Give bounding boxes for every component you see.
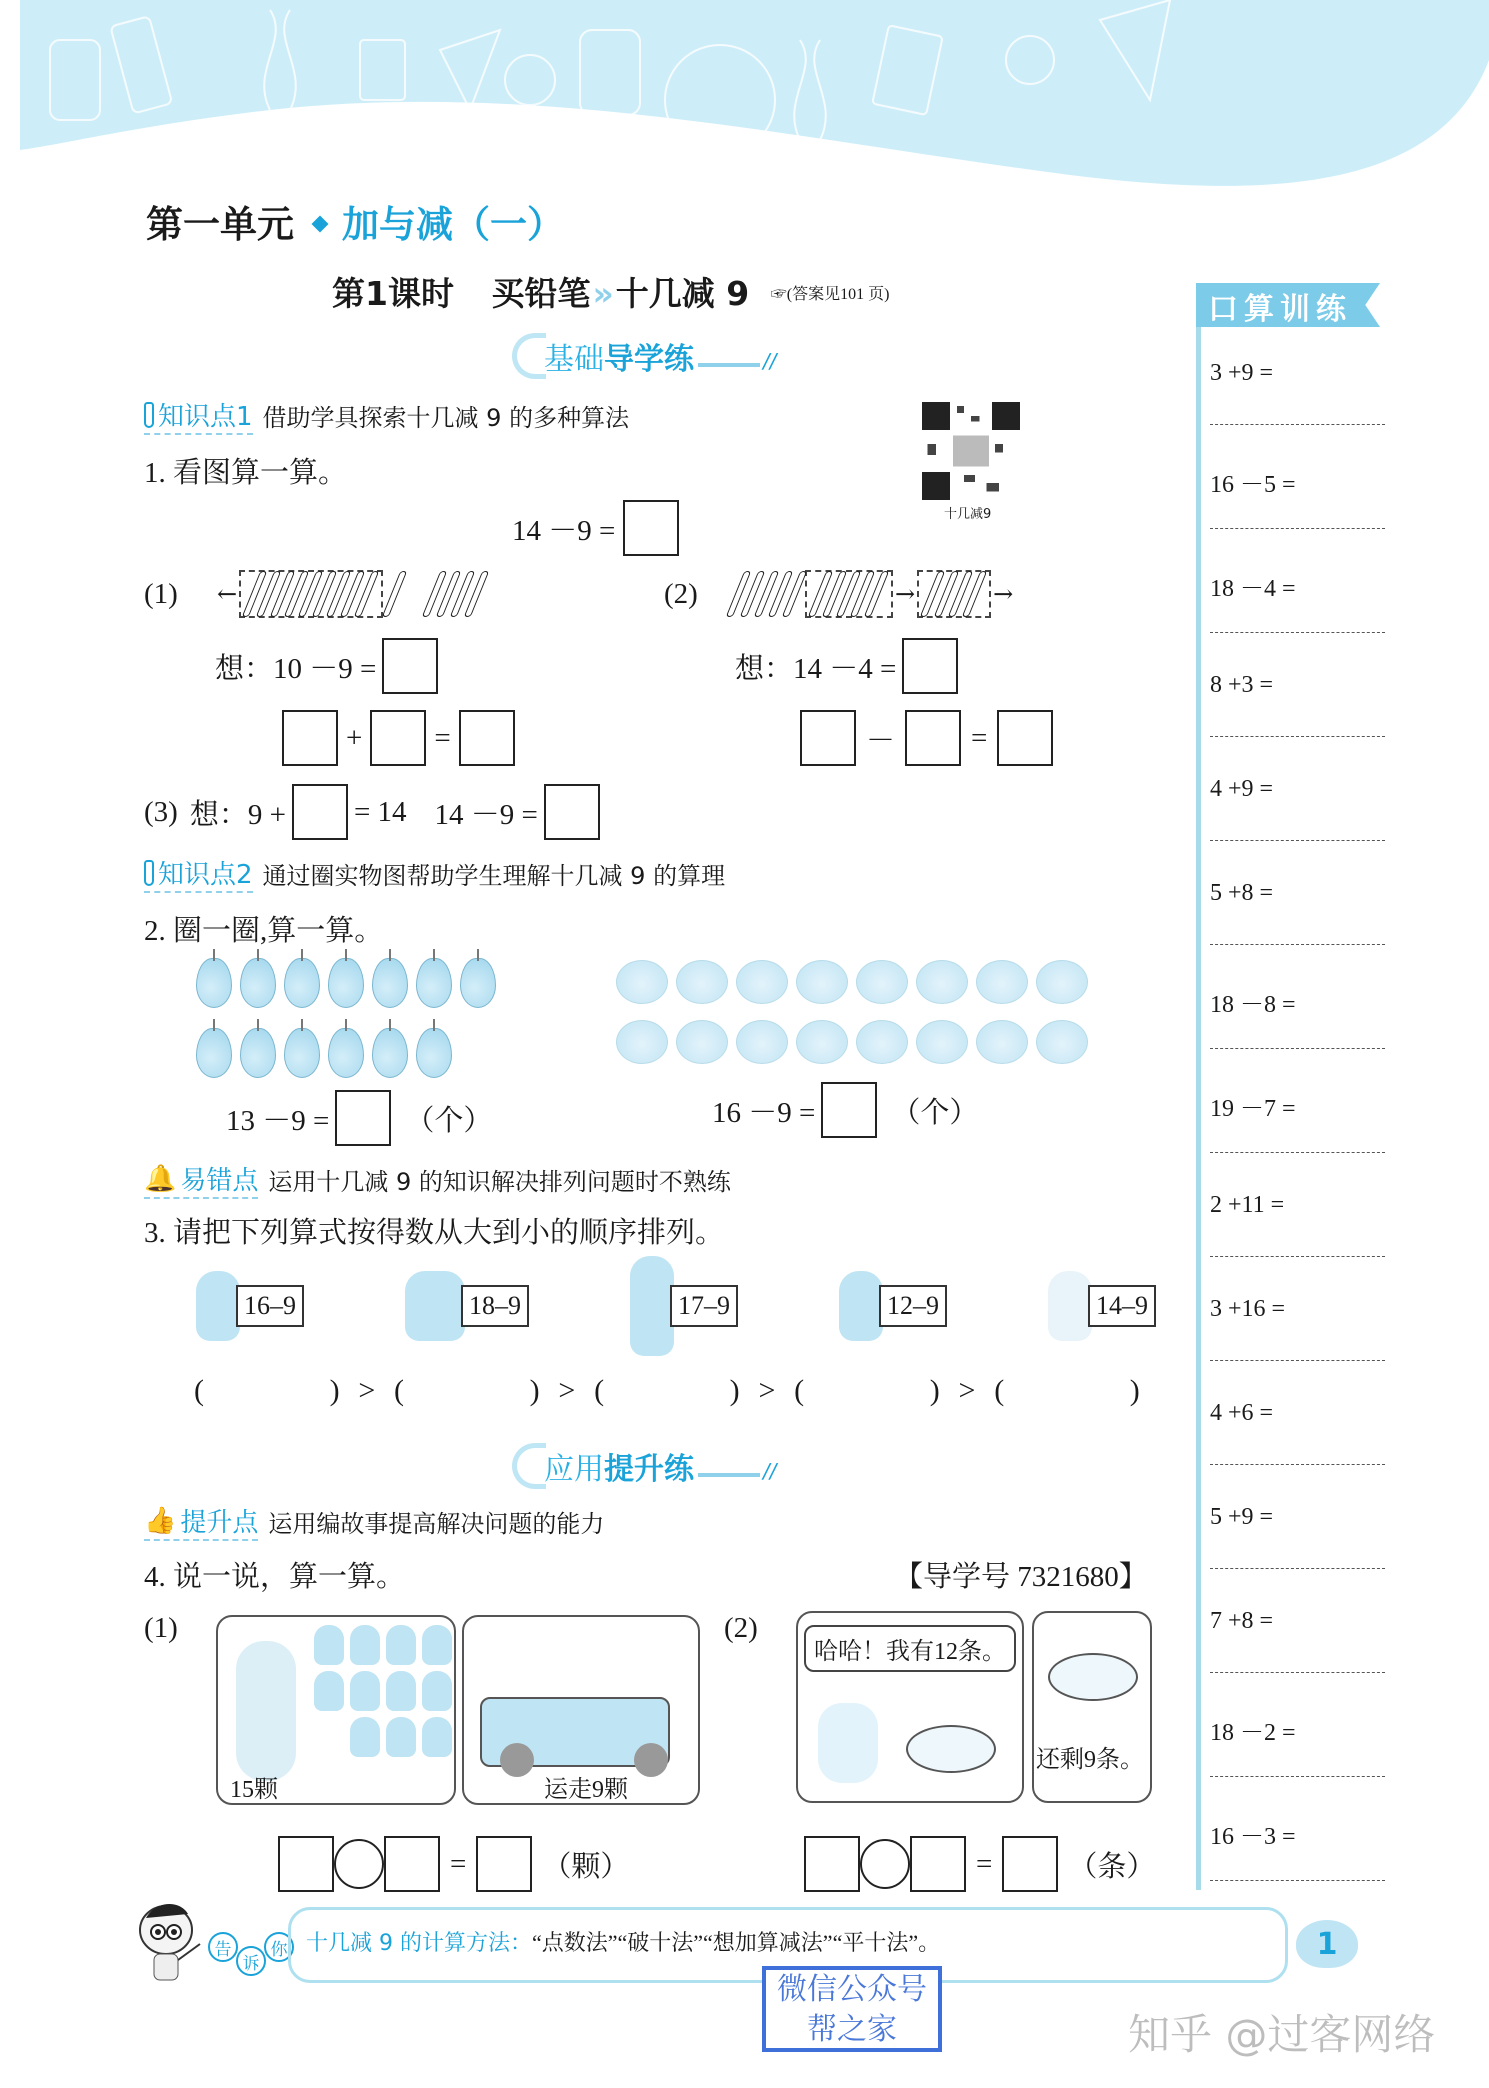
header-banner <box>20 0 1489 200</box>
answer-line[interactable] <box>1210 1672 1385 1673</box>
lesson-title <box>332 268 889 315</box>
answer-box[interactable] <box>476 1836 532 1892</box>
order-blank[interactable] <box>823 1374 911 1408</box>
drill-item: 18 －4 = <box>1210 568 1390 633</box>
knowledge-point-2: 知识点2 通过圈实物图帮助学生理解十几减 9 的算理 <box>144 854 725 893</box>
fish-plate-icon <box>1048 1653 1138 1701</box>
answer-box[interactable] <box>370 710 426 766</box>
drill-item: 7 +8 = <box>1210 1608 1390 1673</box>
answer-box[interactable] <box>997 710 1053 766</box>
q1-part1-think: 想：10 －9 = <box>215 638 438 694</box>
order-blank[interactable] <box>623 1374 711 1408</box>
side-title: 口算训练 <box>1208 292 1352 327</box>
answer-line[interactable] <box>1210 1568 1385 1569</box>
q4-part2-equation: = （条） <box>804 1836 1155 1892</box>
answer-line[interactable] <box>1210 632 1385 633</box>
drill-item: 19 －7 = <box>1210 1088 1390 1153</box>
drill-item: 18 －8 = <box>1210 984 1390 1049</box>
drill-item: 4 +9 = <box>1210 776 1390 841</box>
q3-cards <box>196 1256 1156 1356</box>
card-dog: 12–9 <box>839 1256 947 1356</box>
answer-line[interactable] <box>1210 944 1385 945</box>
answer-box[interactable] <box>902 638 958 694</box>
answer-box[interactable] <box>282 710 338 766</box>
answer-box[interactable] <box>278 1836 334 1892</box>
rabbit-icon <box>236 1641 296 1781</box>
q4-part1-equation: = （颗） <box>278 1836 629 1892</box>
q1-part2-think: 想：14 －4 = <box>735 638 958 694</box>
unit-label: 第一单元 <box>146 203 294 246</box>
tell-you-badge: 告 诉 你 <box>208 1932 292 1976</box>
monkey-icon <box>196 1271 240 1341</box>
fish-plate-icon <box>906 1725 996 1773</box>
qr-code[interactable] <box>922 402 1020 500</box>
unit-topic: 加与减（一） <box>342 203 564 246</box>
answer-line[interactable] <box>1210 1256 1385 1257</box>
underline-decoration <box>698 363 760 367</box>
question-3-title: 3. 请把下列算式按得数从大到小的顺序排列。 <box>144 1217 725 1249</box>
mascot-icon <box>136 1900 206 1984</box>
wechat-stamp: 微信公众号 帮之家 <box>762 1966 942 2052</box>
tomato-icon <box>616 960 668 1004</box>
answer-line[interactable] <box>1210 736 1385 737</box>
drill-item: 16 －3 = <box>1210 1816 1390 1881</box>
cat-icon <box>1048 1271 1092 1341</box>
answer-box[interactable] <box>821 1082 877 1138</box>
double-chevron-icon: » <box>592 274 614 313</box>
speech-bubble: 哈哈！我有12条。 <box>804 1625 1016 1672</box>
answer-box[interactable] <box>804 1836 860 1892</box>
q4-p1-panel-2: 运走9颗 <box>462 1615 700 1805</box>
error-point: 🔔 易错点 运用十几减 9 的知识解决排列问题时不熟练 <box>144 1160 731 1199</box>
tip-text: 十几减 9 的计算方法：“点数法”“破十法”“想加算减法”“平十法”。 <box>306 1930 941 1956</box>
q1-part1-equation: + = <box>282 710 515 766</box>
answer-box[interactable] <box>544 784 600 840</box>
pointing-hand-icon: ☞ <box>770 286 787 303</box>
answer-line[interactable] <box>1210 840 1385 841</box>
q1-part1-label: (1) <box>144 578 178 610</box>
answer-box[interactable] <box>905 710 961 766</box>
drill-item: 8 +3 = <box>1210 672 1390 737</box>
answer-box[interactable] <box>800 710 856 766</box>
order-blank[interactable] <box>423 1374 511 1408</box>
diamond-icon <box>312 215 329 232</box>
dashed-group-ten <box>239 570 383 618</box>
answer-box[interactable] <box>384 1836 440 1892</box>
lesson-name: 买铅笔 <box>491 274 591 313</box>
lesson-label: 第1课时 <box>332 274 454 313</box>
pencil-icon <box>144 402 154 428</box>
drill-item: 2 +11 = <box>1210 1192 1390 1257</box>
section-header-applied: 应用提升练 // <box>512 1442 776 1490</box>
answer-box[interactable] <box>382 638 438 694</box>
card-monkey: 16–9 <box>196 1256 304 1356</box>
dashed-group-five <box>917 570 991 618</box>
slashes-decoration: // <box>763 349 777 373</box>
q2-left-equation: 13 －9 = （个） <box>226 1090 492 1146</box>
answer-box[interactable] <box>1002 1836 1058 1892</box>
q4-p2-panel-1 <box>796 1611 1024 1803</box>
tomato-group <box>616 960 1116 1068</box>
q4-part2-label: (2) <box>724 1612 758 1644</box>
order-blank[interactable] <box>1023 1374 1111 1408</box>
drill-item: 5 +9 = <box>1210 1504 1390 1569</box>
watermark: 知乎 @过客网络 <box>1128 2010 1436 2059</box>
q1-part3: (3) 想：9 + = 14 14 －9 = <box>144 784 600 840</box>
lesson-topic: 十几减 9 <box>615 274 750 313</box>
guide-number: 【导学号 7321680】 <box>894 1561 1148 1593</box>
pencil-sticks-group-1 <box>215 570 487 618</box>
cabbage-group <box>314 1625 452 1757</box>
tomato-icon <box>616 1020 668 1064</box>
q1-main-equation: 14 －9 = <box>512 500 679 556</box>
q3-order-row: ( ) > ( ) > ( ) > ( ) > ( ) <box>194 1374 1140 1407</box>
pencil-sticks-group-2 <box>735 570 1015 618</box>
drill-item: 5 +8 = <box>1210 880 1390 945</box>
arrow-right-icon: → <box>993 580 1014 608</box>
answer-line[interactable] <box>1210 424 1385 425</box>
drill-item: 18 －2 = <box>1210 1712 1390 1777</box>
dog-icon <box>839 1271 883 1341</box>
q1-part2-equation: － = <box>800 710 1053 766</box>
answer-line[interactable] <box>1210 528 1385 529</box>
drill-item: 3 +16 = <box>1210 1296 1390 1361</box>
operator-circle[interactable] <box>860 1839 910 1889</box>
operator-circle[interactable] <box>334 1839 384 1889</box>
section-header-basic: 基础导学练 // <box>512 332 776 380</box>
slashes-decoration: // <box>763 1459 777 1483</box>
question-2-title: 2. 圈一圈,算一算。 <box>144 915 384 947</box>
improve-point: 👍 提升点 运用编故事提高解决问题的能力 <box>144 1502 604 1541</box>
pencil-icon <box>144 860 154 886</box>
pear-icon <box>196 1028 232 1078</box>
arrow-right-icon: → <box>895 580 916 608</box>
page-number: 1 <box>1296 1920 1358 1968</box>
q1-part2-label: (2) <box>664 578 698 610</box>
q4-p2-panel-2: 还剩9条。 <box>1032 1611 1152 1803</box>
q4-part1-label: (1) <box>144 1612 178 1644</box>
answer-line[interactable] <box>1210 1048 1385 1049</box>
question-1-title: 1. 看图算一算。 <box>144 457 348 489</box>
answer-box[interactable] <box>335 1090 391 1146</box>
pear-group <box>196 958 536 1082</box>
side-divider <box>1196 290 1201 1890</box>
rabbit-icon <box>630 1256 674 1356</box>
answer-line[interactable] <box>1210 1152 1385 1153</box>
answer-reference: ☞(答案见101 页) <box>770 286 890 303</box>
arrow-left-icon: ← <box>217 580 238 608</box>
answer-line[interactable] <box>1210 1360 1385 1361</box>
dashed-group-four <box>805 570 893 618</box>
knowledge-point-1: 知识点1 借助学具探索十几减 9 的多种算法 <box>144 396 629 435</box>
q2-right-equation: 16 －9 = （个） <box>712 1082 978 1138</box>
thumbs-up-icon: 👍 <box>144 1505 177 1536</box>
answer-box[interactable] <box>623 500 679 556</box>
card-squirrel: 18–9 <box>405 1256 529 1356</box>
qr-caption: 十几减9 <box>944 507 992 522</box>
card-rabbit: 17–9 <box>630 1256 738 1356</box>
answer-box[interactable] <box>292 784 348 840</box>
answer-box[interactable] <box>910 1836 966 1892</box>
answer-box[interactable] <box>459 710 515 766</box>
answer-line[interactable] <box>1210 1776 1385 1777</box>
unit-title <box>146 194 564 248</box>
bell-icon: 🔔 <box>144 1163 177 1194</box>
cat-icon <box>818 1703 878 1783</box>
drill-item: 4 +6 = <box>1210 1400 1390 1465</box>
pear-icon <box>196 958 232 1008</box>
answer-line[interactable] <box>1210 1464 1385 1465</box>
underline-decoration <box>698 1473 760 1477</box>
order-blank[interactable] <box>223 1374 311 1408</box>
drill-item: 16 －5 = <box>1210 464 1390 529</box>
q4-p1-panel-1: 15颗 <box>216 1615 456 1805</box>
answer-line[interactable] <box>1210 1880 1385 1881</box>
question-4-title: 4. 说一说，算一算。 <box>144 1561 406 1593</box>
squirrel-icon <box>405 1271 465 1341</box>
drill-item: 3 +9 = <box>1210 360 1390 425</box>
card-cat: 14–9 <box>1048 1256 1156 1356</box>
